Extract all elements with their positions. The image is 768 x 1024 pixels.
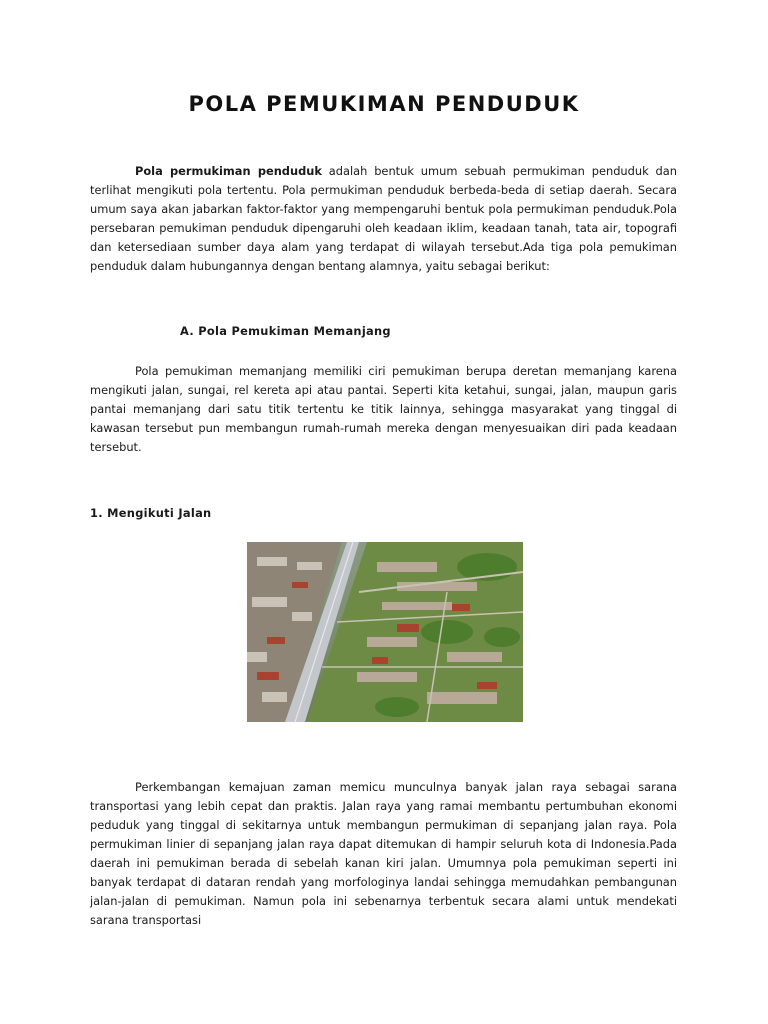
page-title: POLA PEMUKIMAN PENDUDUK [188, 92, 580, 116]
section-a-heading: A. Pola Pemukiman Memanjang [180, 324, 391, 338]
subsection-1-heading: 1. Mengikuti Jalan [90, 506, 212, 520]
intro-paragraph [90, 162, 677, 276]
intro-text: adalah bentuk umum sebuah permukiman penduduk dan terlihat mengikuti pola tertentu. Pola permukiman penduduk berbeda-beda di setiap daerah. Secara umum saya akan jabarkan faktor-faktor yang mempengaruhi bentuk pola permukiman penduduk.Pola persebaran pemukiman penduduk dipengaruhi oleh keadaan iklim, keadaan tanah, tata air, topografi dan ketersediaan sumber daya alam yang terdapat di wilayah tersebut.Ada tiga pola pemukiman penduduk dalam hubungannya dengan bentang alamnya, yaitu sebagai berikut: [90, 164, 677, 273]
intro-term: Pola permukiman penduduk [135, 164, 322, 178]
aerial-road-settlement-photo [247, 542, 523, 722]
subsection-1-paragraph: Perkembangan kemajuan zaman memicu munculnya banyak jalan raya sebagai sarana transportasi yang lebih cepat dan praktis. Jalan raya yang ramai membantu pertumbuhan ekonomi peduduk yang tinggal di sekitarnya untuk membangun permukiman di sepanjang jalan raya. Pola permukiman linier di sepanjang jalan raya dapat ditemukan di hampir seluruh kota di Indonesia.Pada daerah ini pemukiman berada di sebelah kanan kiri jalan. Umumnya pola pemukiman seperti ini banyak terdapat di dataran rendah yang morfologinya landai sehingga memudahkan pembangunan jalan-jalan di pemukiman. Namun pola ini sebenarnya terbentuk secara alami untuk mendekati sarana transportasi [90, 780, 677, 927]
section-a-paragraph: Pola pemukiman memanjang memiliki ciri pemukiman berupa deretan memanjang karena mengikuti jalan, sungai, rel kereta api atau pantai. Seperti kita ketahui, sungai, jalan, maupun garis pantai memanjang dari satu titik tertentu ke titik lainnya, sehingga masyarakat yang tinggal di kawasan tersebut pun membangun rumah-rumah mereka dengan menyesuaikan diri pada keadaan tersebut. [90, 364, 677, 454]
